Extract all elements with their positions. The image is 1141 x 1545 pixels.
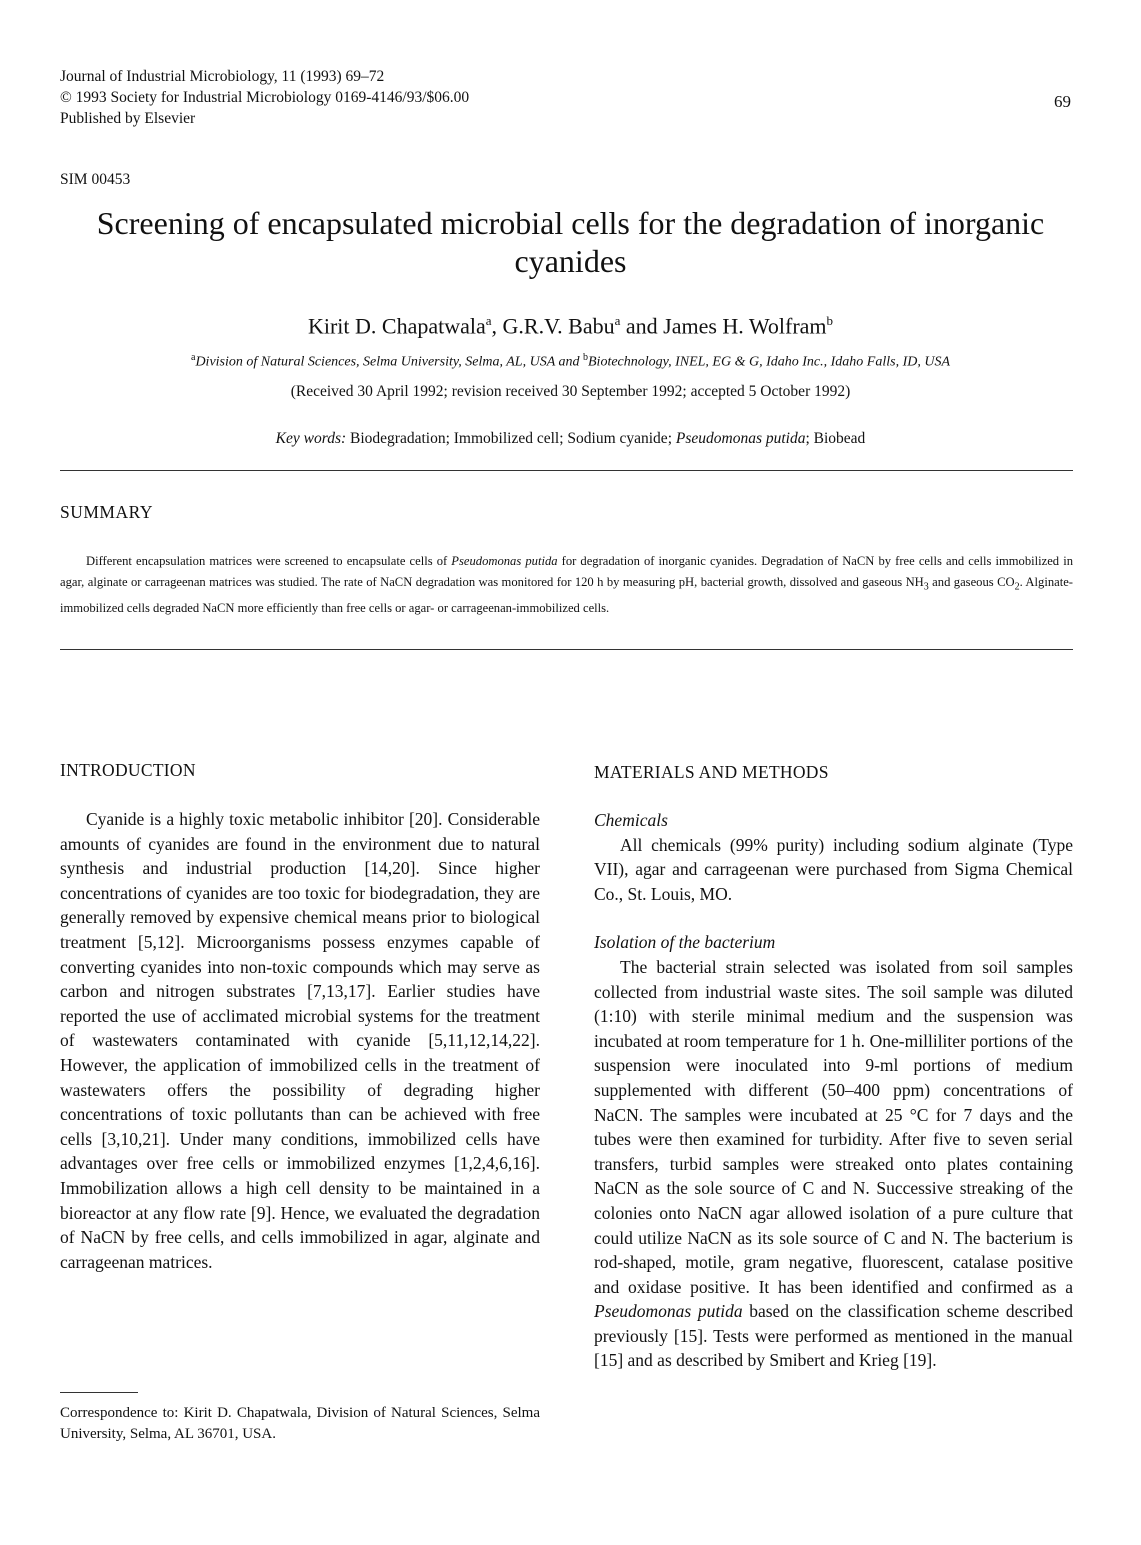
paper-title: Screening of encapsulated microbial cells for the degradation of inorganic cyanides	[96, 205, 1045, 279]
summary-text: . Alginate-immobilized cells degraded NaCN more efficiently than free cells or agar- or carrageenan-immobilized cells.	[60, 575, 1073, 615]
methods-heading: MATERIALS AND METHODS	[594, 762, 829, 782]
summary-body	[60, 551, 1073, 619]
publisher-line: Published by Elsevier	[60, 110, 196, 127]
affiliations	[0, 352, 1141, 371]
introduction-heading: INTRODUCTION	[60, 760, 196, 780]
introduction-body	[60, 807, 540, 1274]
keywords-text: Biodegradation; Immobilized cell; Sodium cyanide;	[346, 430, 676, 447]
isolation-paragraph	[594, 955, 1073, 1373]
author: James H. Wolfram	[663, 313, 827, 339]
divider	[60, 470, 1073, 471]
summary-heading: SUMMARY	[60, 502, 153, 522]
keywords-text-end: ; Biobead	[805, 430, 866, 447]
affiliation-a: Division of Natural Sciences, Selma University, Selma, AL, USA	[195, 354, 555, 370]
page-number: 69	[1054, 92, 1071, 111]
author-mark: b	[826, 313, 834, 328]
summary-text: and gaseous CO	[928, 575, 1015, 589]
keywords	[0, 430, 1141, 448]
isolation-organism: Pseudomonas putida	[594, 1301, 743, 1322]
article-id: SIM 00453	[60, 171, 131, 188]
affiliation-joiner: and	[555, 354, 583, 370]
chemicals-paragraph: All chemicals (99% purity) including sodium alginate (Type VII), agar and carrageenan were purchased from Sigma Chemical Co., St. Louis, MO.	[594, 834, 1073, 904]
journal-header	[60, 66, 469, 129]
subscript: 3	[923, 581, 929, 593]
author: Kirit D. Chapatwala	[307, 313, 486, 339]
received-dates: (Received 30 April 1992; revision received 30 September 1992; accepted 5 October 1992)	[290, 383, 851, 400]
author-separator: and	[620, 313, 664, 339]
copyright-line: © 1993 Society for Industrial Microbiology 0169-4146/93/$06.00	[60, 89, 470, 106]
divider	[60, 649, 1073, 650]
author-separator: ,	[491, 313, 503, 339]
journal-citation: Journal of Industrial Microbiology, 11 (1993) 69–72	[60, 68, 385, 85]
affiliation-mark: b	[583, 352, 588, 363]
isolation-text: The bacterial strain selected was isolated from soil samples collected from industrial waste sites. The soil sample was diluted (1:10) with sterile minimal medium and the suspension was incubated at room temperature for 1 h. One-milliliter portions of the suspension were inoculated into 9-ml portions of medium supplemented with different (50–400 ppm) concentrations of NaCN. The samples were incubated at 25 °C for 7 days and the tubes were then examined for turbidity. After five to seven serial transfers, turbid samples were streaked onto plates containing NaCN as the sole source of C and N. Successive streaking of the colonies onto NaCN agar allowed isolation of a pure culture that could utilize NaCN as its sole source of C and N. The bacterium is rod-shaped, motile, gram negative, fluorescent, catalase positive and oxidase positive. It has been identified and confirmed as a	[594, 956, 1073, 1297]
author: G.R.V. Babu	[502, 313, 615, 339]
subscript: 2	[1014, 581, 1020, 593]
introduction-paragraph: Cyanide is a highly toxic metabolic inhibitor [20]. Considerable amounts of cyanides are found in the environment due to natural synthesis and industrial production [14,20]. Since higher concentrations of cyanides are too toxic for biodegradation, they are generally removed by expensive chemical means prior to biological treatment [5,12]. Microorganisms possess enzymes capable of converting cyanides into non-toxic compounds which may serve as carbon and nitrogen substrates [7,13,17]. Earlier studies have reported the use of acclimated microbial systems for the treatment of wastewaters contaminated with cyanide [5,11,12,14,22]. However, the application of immobilized cells in the treatment of wastewaters offers the possibility of degrading higher concentrations of toxic pollutants than can be achieved with free cells [3,10,21]. Under many conditions, immobilized cells have advantages over free cells or immobilized enzymes [1,2,4,6,16]. Immobilization allows a high cell density to be maintained in a bioreactor at any flow rate [9]. Hence, we evaluated the degradation of NaCN by free cells, and cells immobilized in agar, alginate and carrageenan matrices.	[60, 809, 540, 1272]
author-mark: a	[485, 313, 492, 328]
summary-text: for degradation of inorganic cyanides. Degradation of NaCN by free cells and cells immobilized in agar, alginate or carrageenan matrices was studied. The rate of NaCN degradation was monitored for 120 h by measuring pH, bacterial growth, dissolved and gaseous NH	[60, 554, 1073, 589]
isolation-text-end: based on the classification scheme described previously [15]. Tests were performed as mentioned in the manual [15] and as described by Smibert and Krieg [19].	[594, 1301, 1073, 1371]
author-list	[0, 313, 1141, 339]
summary-organism: Pseudomonas putida	[451, 554, 558, 568]
keywords-organism: Pseudomonas putida	[675, 430, 806, 447]
chemicals-subheading: Chemicals	[594, 810, 668, 830]
methods-body	[594, 808, 1073, 1373]
summary-text: Different encapsulation matrices were screened to encapsulate cells of	[86, 554, 452, 568]
author-mark: a	[614, 313, 621, 328]
footnote-rule	[60, 1392, 138, 1393]
affiliation-b: Biotechnology, INEL, EG & G, Idaho Inc., Idaho Falls, ID, USA	[588, 354, 951, 370]
keywords-label: Key words:	[275, 430, 347, 447]
affiliation-mark: a	[190, 352, 196, 363]
correspondence-footnote: Correspondence to: Kirit D. Chapatwala, Division of Natural Sciences, Selma University, Selma, AL 36701, USA.	[60, 1405, 540, 1442]
isolation-subheading: Isolation of the bacterium	[594, 932, 776, 953]
